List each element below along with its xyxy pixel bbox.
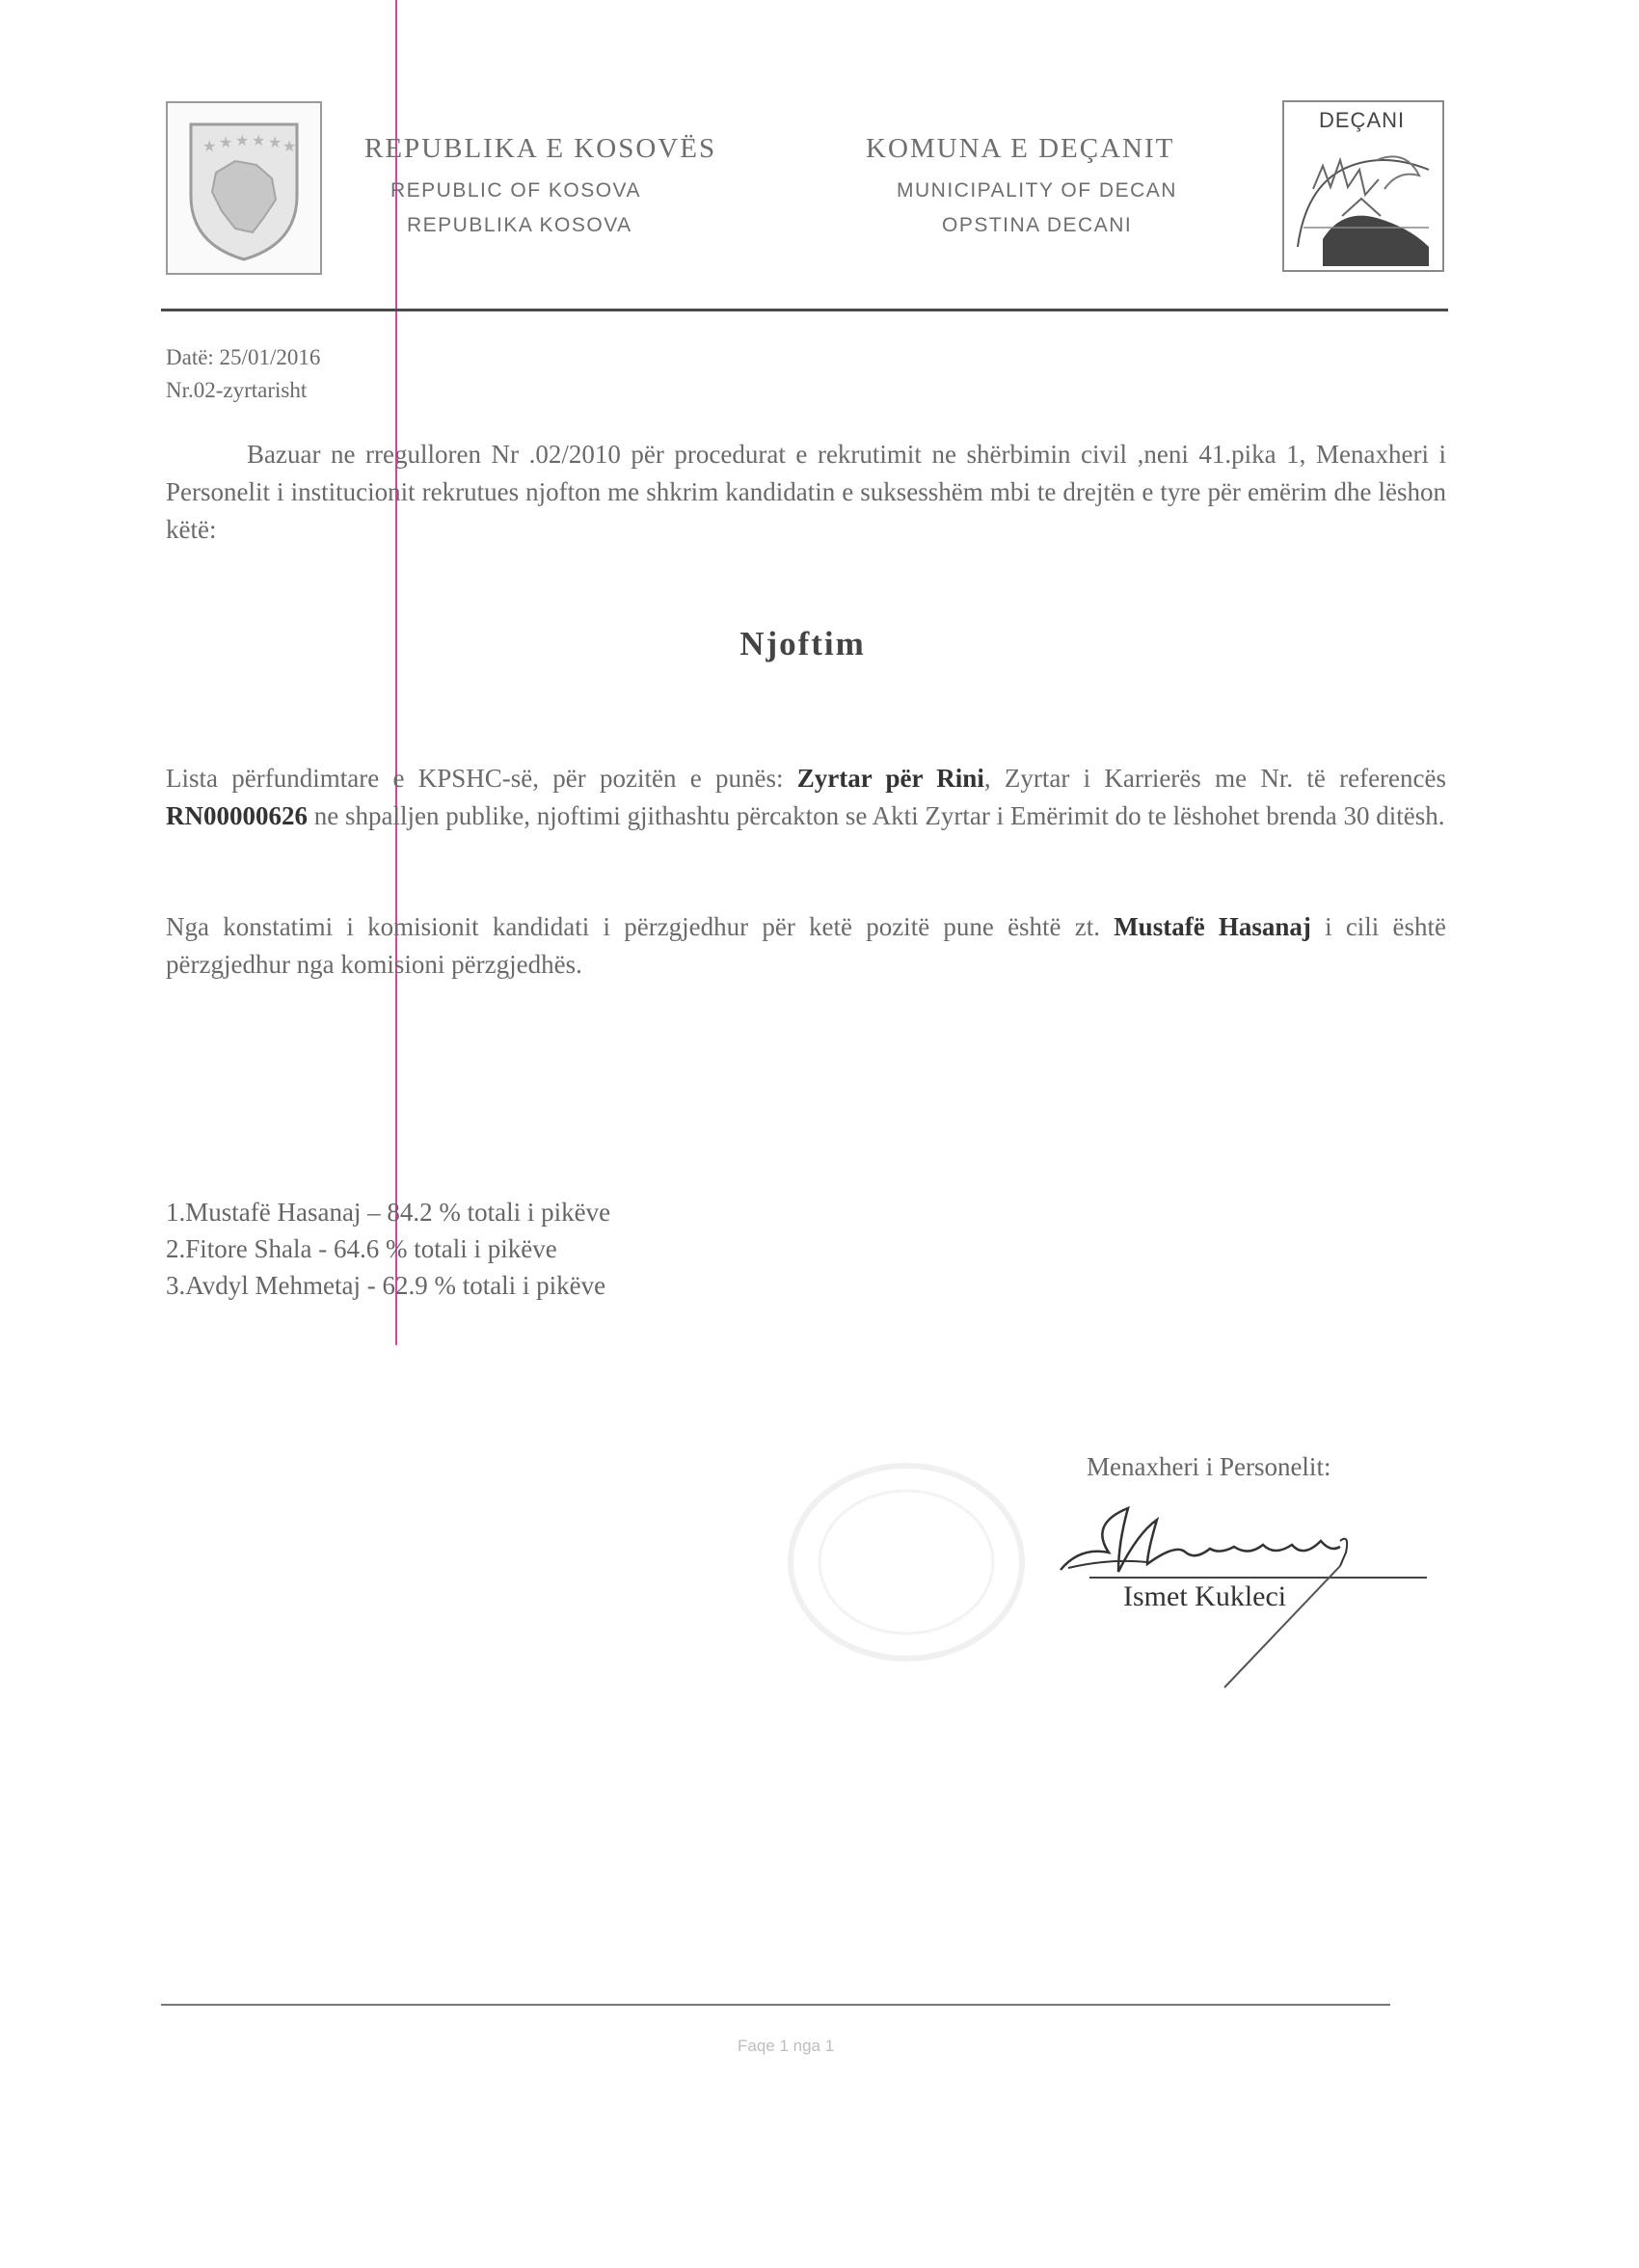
decani-municipality-logo (1282, 100, 1444, 272)
header-republic-serbian: REPUBLIKA KOSOVA (407, 214, 632, 236)
logo-text: DEÇANI (1319, 108, 1406, 132)
intro-paragraph: Bazuar ne rregulloren Nr .02/2010 për procedurat e rekrutimit ne shërbimin civil ,neni 41.pika 1, Menaxheri i Personelit i institucionit rekrutues njofton me shkrim kandidatin e suksesshëm mbi te drejtën e tyre për emërim dhe lëshon këtë: (166, 440, 1446, 544)
signatory-name: Ismet Kukleci (1123, 1580, 1287, 1612)
ranking-item-2: 2.Fitore Shala - 64.6 % totali i pikëve (166, 1234, 557, 1263)
ranking-item-1: 1.Mustafë Hasanaj – 84.2 % totali i pikëve (166, 1198, 611, 1227)
selection-paragraph (166, 908, 1446, 984)
header-divider (161, 309, 1448, 311)
page-number: Faqe 1 nga 1 (738, 2037, 835, 2055)
header-municipality-serbian: OPSTINA DECANI (942, 214, 1133, 236)
selected-candidate: Mustafë Hasanaj (1114, 912, 1311, 941)
svg-text:★: ★ (219, 133, 233, 151)
position-name: Zyrtar për Rini (796, 764, 984, 793)
document-title: Njoftim (739, 625, 866, 662)
svg-text:★: ★ (202, 137, 217, 155)
notice-text-3: ne shpalljen publike, njoftimi gjithashtu përcakton se Akti Zyrtar i Emërimit do te lëshohet brenda 30 ditësh. (308, 801, 1445, 830)
svg-text:★: ★ (252, 131, 266, 149)
coat-of-arms-graphic (168, 103, 320, 273)
logo-illustration (1284, 131, 1442, 270)
footer-divider (161, 2004, 1390, 2006)
official-stamp-icon (771, 1451, 1041, 1673)
svg-text:★: ★ (235, 131, 250, 149)
header-municipality-albanian: KOMUNA E DEÇANIT (866, 133, 1175, 164)
selection-text-1: Nga konstatimi i komisionit kandidati i përzgjedhur për ketë pozitë pune është zt. (166, 912, 1115, 941)
ranking-item-3: 3.Avdyl Mehmetaj - 62.9 % totali i pikëve (166, 1271, 606, 1300)
selection-text-2: i cili është përzgjedhur nga komisioni përzgjedhës. (166, 912, 1446, 979)
header-municipality-english: MUNICIPALITY OF DECAN (897, 179, 1177, 202)
notice-paragraph (166, 760, 1446, 835)
notice-text-1: Lista përfundimtare e KPSHC-së, për pozitën e punës: (166, 764, 797, 793)
svg-text:★: ★ (268, 133, 282, 151)
svg-text:★: ★ (282, 137, 297, 155)
header-republic-albanian: REPUBLIKA E KOSOVËS (364, 133, 717, 164)
kosovo-coat-of-arms-icon (166, 101, 322, 275)
document-date: Datë: 25/01/2016 (166, 345, 321, 369)
header-republic-english: REPUBLIC OF KOSOVA (390, 179, 641, 202)
reference-number: RN00000626 (166, 801, 308, 830)
document-number: Nr.02-zyrtarisht (166, 378, 308, 402)
notice-text-2: , Zyrtar i Karrierës me Nr. të referencës (983, 764, 1447, 793)
signature-label: Menaxheri i Personelit: (1087, 1452, 1331, 1481)
